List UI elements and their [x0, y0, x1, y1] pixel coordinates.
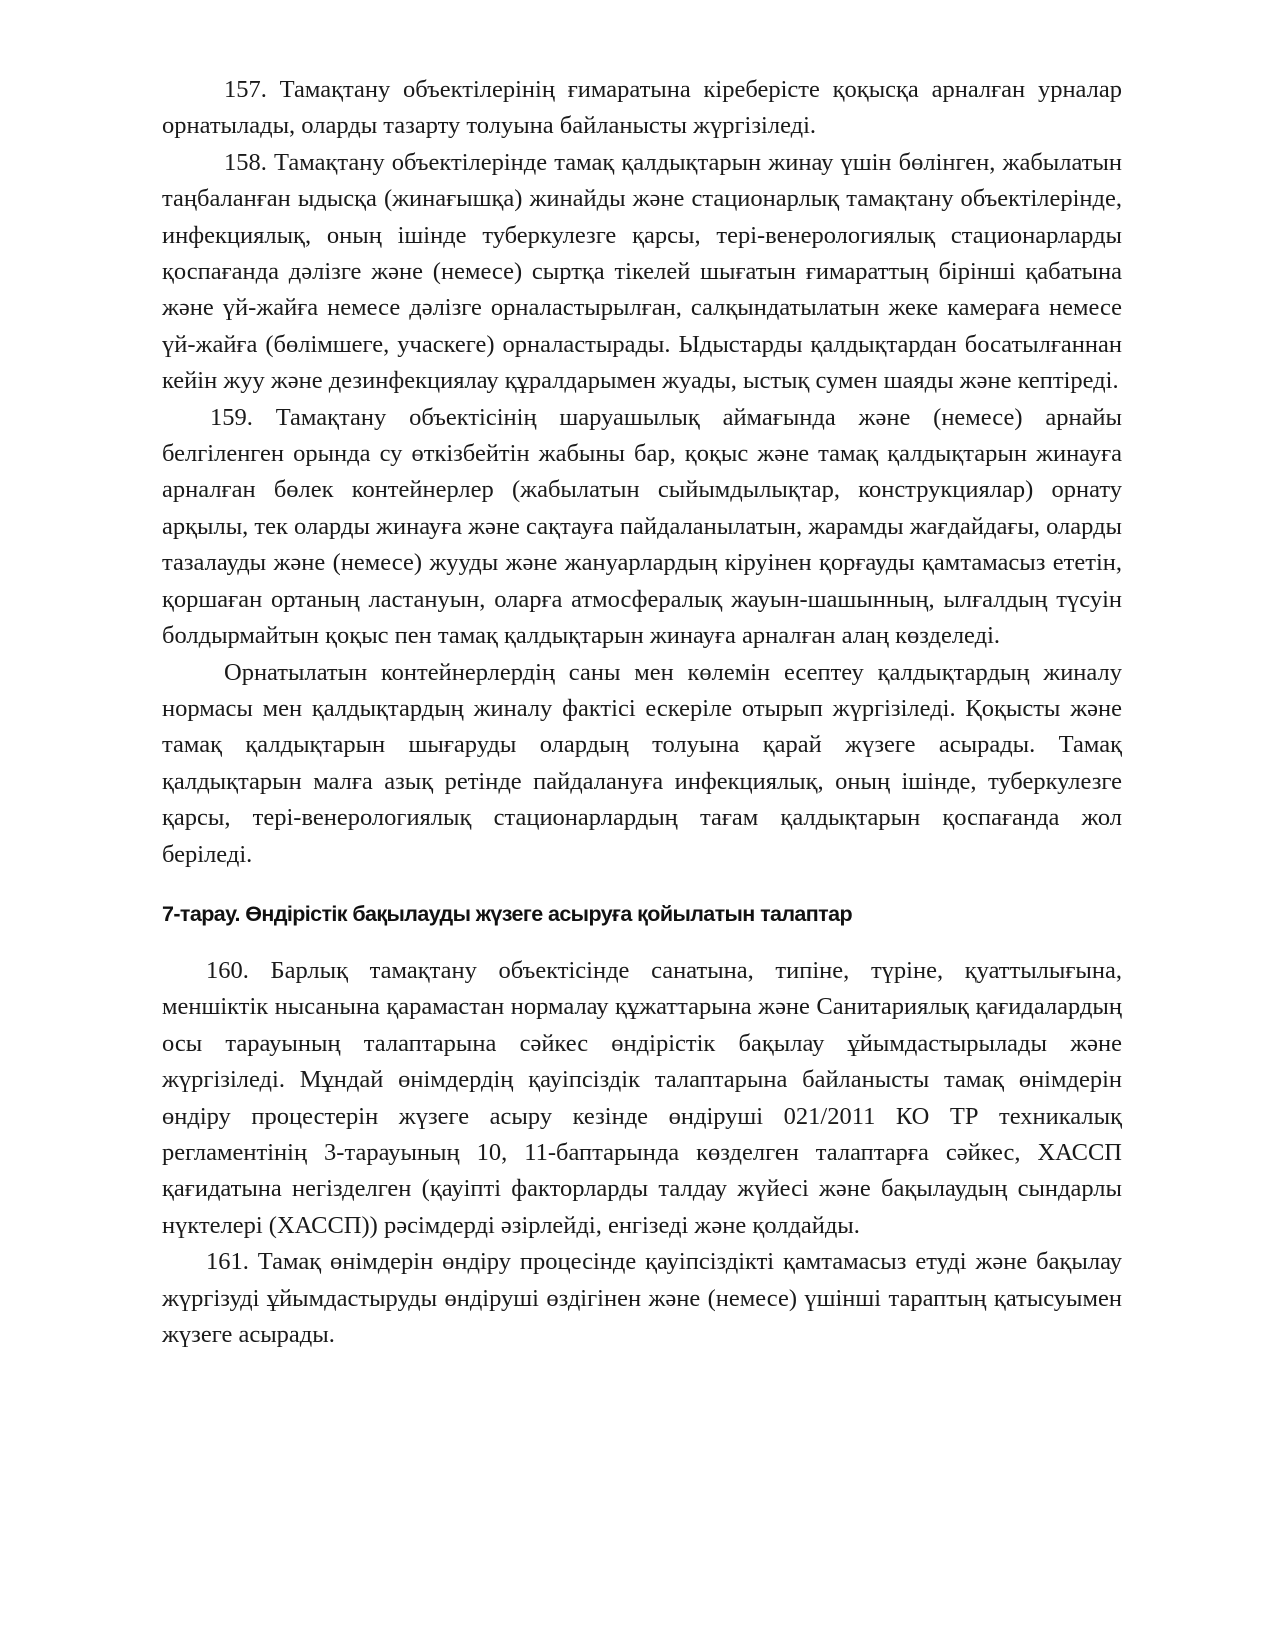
paragraph-159: 159. Тамақтану объектісінің шаруашылық аймағында және (немесе) арнайы белгіленген орында су өткізбейтін жабыны бар, қоқыс және тамақ қалдықтарын жинауға арналған бөлек контейнерлер (жабылатын сыйымдылықтар, конструкциялар) орнату арқылы, тек оларды жинауға және сақтауға пайдаланылатын, жарамды жағдайдағы, оларды тазалауды және (немесе) жууды және жануарлардың кіруінен қорғауды қамтамасыз ететін, қоршаған ортаның ластануын, оларға атмосфералық жауын-шашынның, ылғалдың түсуін болдырмайтын қоқыс пен тамақ қалдықтарын жинауға арналған алаң көзделеді.: [162, 403, 1122, 650]
paragraph-160: 160. Барлық тамақтану объектісінде санатына, типіне, түріне, қуаттылығына, меншіктік нысанына қарамастан нормалау құжаттарына және Санитариялық қағидалардың осы тарауының талаптарына сәйкес өндірістік бақылау ұйымдастырылады және жүргізіледі. Мұндай өнімдердің қауіпсіздік талаптарына байланысты тамақ өнімдерін өндіру процестерін жүзеге асыру кезінде өндіруші 021/2011 КО ТР техникалық регламентінің 3-тарауының 10, 11-баптарында көзделген талаптарға сәйкес, ХАССП қағидатына негізделген (қауіпті факторларды талдау жүйесі және бақылаудың сындарлы нүктелері (ХАССП)) рәсімдерді әзірлейді, енгізеді және қолдайды.: [162, 956, 1122, 1239]
paragraph-157: 157. Тамақтану объектілерінің ғимаратына кіреберісте қоқысқа арналған урналар орнатылады, оларды тазарту толуына байланысты жүргізіледі.: [162, 76, 1122, 140]
paragraph-containers: Орнатылатын контейнерлердің саны мен көлемін есептеу қалдықтардың жиналу нормасы мен қалдықтардың жиналу фактісі ескеріле отырып жүргізіледі. Қоқысты және тамақ қалдықтарын шығаруды олардың толуына қарай жүзеге асырады. Тамақ қалдықтарын малға азық ретінде пайдалануға инфекциялық, оның ішінде, туберкулезге қарсы, тері-венерологиялық стационарлардың тағам қалдықтарын қоспағанда жол беріледі.: [162, 658, 1122, 868]
paragraph-158: 158. Тамақтану объектілерінде тамақ қалдықтарын жинау үшін бөлінген, жабылатын таңбаланған ыдысқа (жинағышқа) жинайды және стационарлық тамақтану объектілерінде, инфекциялық, оның ішінде туберкулезге қарсы, тері-венерологиялық стационарларды қоспағанда дәлізге және (немесе) сыртқа тікелей шығатын ғимараттың бірінші қабатына және үй-жайға немесе дәлізге орналастырылған, салқындатылатын жеке камераға немесе үй-жайға (бөлімшеге, учаскеге) орналастырады. Ыдыстарды қалдықтардан босатылғаннан кейін жуу және дезинфекциялау құралдарымен жуады, ыстық сумен шаяды және кептіреді.: [162, 148, 1122, 395]
chapter-heading: 7-тарау. Өндірістік бақылауды жүзеге асыруға қойылатын талаптар: [162, 901, 852, 926]
paragraph-161: 161. Тамақ өнімдерін өндіру процесінде қауіпсіздікті қамтамасыз етуді және бақылау жүргізуді ұйымдастыруды өндіруші өздігінен және (немесе) үшінші тараптың қатысуымен жүзеге асырады.: [162, 1248, 1122, 1348]
document-page: [162, 72, 1122, 1353]
